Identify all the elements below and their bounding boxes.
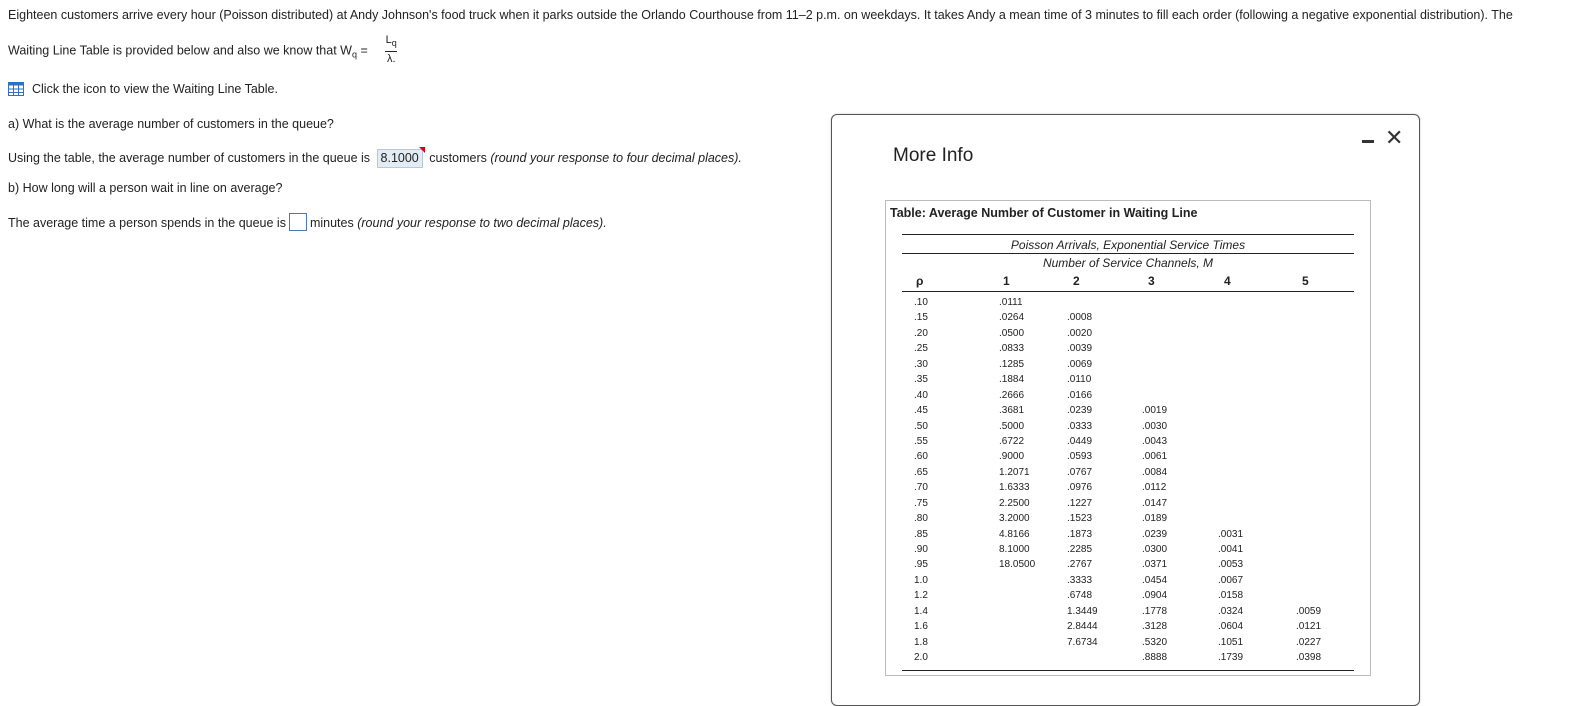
value-cell: .2666 [999, 389, 1025, 401]
rho-cell: .20 [914, 327, 928, 339]
rho-cell: .90 [914, 544, 928, 555]
rho-cell: .80 [914, 513, 928, 525]
answer-b-suffix: minutes [309, 216, 354, 230]
value-cell: 1.2071 [999, 466, 1030, 478]
table-row [902, 465, 1354, 480]
rho-cell: .15 [914, 312, 928, 324]
answer-a-suffix: customers [429, 151, 487, 165]
value-cell: .0189 [1142, 513, 1168, 525]
click-text: Click the icon to view the Waiting Line Table. [32, 82, 278, 96]
rho-cell: .65 [914, 466, 928, 478]
rho-cell: .60 [914, 451, 928, 463]
value-cell: 2.8444 [1067, 621, 1098, 633]
value-cell: .0593 [1067, 451, 1093, 463]
value-cell: .3333 [1067, 574, 1093, 586]
value-cell: .0300 [1142, 544, 1168, 555]
value-cell: .0069 [1067, 358, 1093, 370]
table-row [902, 326, 1354, 341]
question-b: b) How long will a person wait in line on average? [8, 181, 283, 195]
value-cell: .0031 [1218, 528, 1244, 540]
value-cell: .0158 [1218, 590, 1244, 602]
rho-cell: .85 [914, 528, 928, 540]
value-cell: .9000 [999, 451, 1025, 463]
rho-cell: .25 [914, 343, 928, 355]
value-cell: .1227 [1067, 497, 1093, 509]
rho-cell: .45 [914, 405, 928, 417]
value-cell: .0449 [1067, 435, 1093, 447]
table-row [902, 310, 1354, 325]
value-cell: 4.8166 [999, 528, 1030, 540]
wq-subscript: q [351, 49, 357, 60]
answer-a-prefix: Using the table, the average number of customers in the queue is [8, 151, 371, 165]
frac-numerator: L [385, 34, 392, 46]
value-cell: .1739 [1218, 652, 1244, 664]
wq-formula [371, 36, 405, 66]
rho-cell: .95 [914, 559, 928, 571]
value-cell: 1.3449 [1067, 605, 1098, 617]
table-row [902, 604, 1354, 619]
table-row [902, 434, 1354, 449]
value-cell: .0264 [999, 312, 1025, 324]
rho-cell: .30 [914, 358, 928, 370]
equals-sign: = [356, 43, 372, 58]
answer-a-hint: (round your response to four decimal places). [490, 151, 742, 165]
value-cell: .0059 [1296, 605, 1322, 617]
value-cell: 2.2500 [999, 497, 1030, 509]
modal-title: More Info [893, 145, 974, 166]
table-row [902, 403, 1354, 418]
answer-b-prefix: The average time a person spends in the queue is [8, 216, 286, 230]
rho-cell: 1.8 [914, 636, 928, 648]
rho-cell: .35 [914, 374, 928, 386]
table-row [902, 372, 1354, 387]
value-cell: .0019 [1142, 405, 1168, 417]
value-cell: .0067 [1218, 574, 1244, 586]
rho-cell: .50 [914, 420, 928, 432]
value-cell: .1873 [1067, 528, 1093, 540]
value-cell: .0833 [999, 343, 1025, 355]
table-row [902, 341, 1354, 356]
col-header: 4 [1224, 274, 1231, 288]
value-cell: .0904 [1142, 590, 1168, 602]
table-row [902, 496, 1354, 511]
table-row [902, 635, 1354, 650]
value-cell: .0039 [1067, 343, 1093, 355]
table-row [902, 573, 1354, 588]
table-row [902, 388, 1354, 403]
question-a: a) What is the average number of customers in the queue? [8, 117, 334, 131]
rho-cell: 1.0 [914, 574, 928, 586]
table-row [902, 527, 1354, 542]
value-cell: .0604 [1218, 621, 1244, 633]
table-header-1: Poisson Arrivals, Exponential Service Times [902, 234, 1354, 252]
incorrect-flag-icon [419, 147, 425, 153]
answer-a-line [8, 149, 742, 168]
table-row [902, 588, 1354, 603]
table-row [902, 357, 1354, 372]
table-row [902, 619, 1354, 634]
value-cell: .8888 [1142, 652, 1168, 664]
table-row [902, 650, 1354, 665]
frac-denominator: λ [386, 53, 393, 65]
value-cell: .0020 [1067, 327, 1093, 339]
value-cell: .1285 [999, 358, 1025, 370]
answer-a-input[interactable] [377, 149, 423, 168]
table-row [902, 511, 1354, 526]
table-row [902, 419, 1354, 434]
value-cell: .0454 [1142, 574, 1168, 586]
table-column-headers [902, 271, 1354, 292]
value-cell: .0227 [1296, 636, 1322, 648]
col-header: 3 [1148, 274, 1155, 288]
problem-statement [8, 6, 1578, 24]
problem-intro-2: Waiting Line Table is provided below and also we know that W [8, 43, 352, 58]
table-header-2: Number of Service Channels, M [902, 253, 1354, 270]
rho-cell: 1.6 [914, 621, 928, 633]
table-row [902, 295, 1354, 310]
rho-cell: .40 [914, 389, 928, 401]
value-cell: 18.0500 [999, 559, 1036, 571]
rho-cell: 1.4 [914, 605, 928, 617]
value-cell: .0147 [1142, 497, 1168, 509]
value-cell: .5000 [999, 420, 1025, 432]
rho-cell: 1.2 [914, 590, 928, 602]
value-cell: 8.1000 [999, 544, 1030, 555]
table-row [902, 557, 1354, 572]
col-header: 1 [1003, 274, 1010, 288]
more-info-modal [831, 114, 1420, 706]
value-cell: .0111 [999, 297, 1023, 308]
value-cell: .0112 [1142, 482, 1167, 494]
value-cell: .0166 [1067, 389, 1093, 401]
value-cell: .3681 [999, 405, 1025, 417]
value-cell: .0043 [1142, 435, 1168, 447]
col-header: 5 [1302, 274, 1309, 288]
value-cell: .0030 [1142, 420, 1168, 432]
formula-line [8, 36, 405, 66]
value-cell: 1.6333 [999, 482, 1030, 494]
table-body [902, 295, 1354, 666]
value-cell: .3128 [1142, 621, 1168, 633]
frac-num-sub: q [391, 38, 397, 48]
value-cell: .0333 [1067, 420, 1093, 432]
view-table-link[interactable] [8, 82, 278, 96]
rho-header: ρ [916, 274, 924, 288]
value-cell: .0371 [1142, 559, 1168, 571]
value-cell: .0121 [1296, 621, 1322, 633]
value-cell: .2285 [1067, 544, 1093, 555]
value-cell: .1884 [999, 374, 1025, 386]
value-cell: 3.2000 [999, 513, 1030, 525]
answer-b-hint: (round your response to two decimal places). [357, 216, 607, 230]
rho-cell: .55 [914, 435, 928, 447]
value-cell: .0239 [1142, 528, 1168, 540]
answer-a-value: 8.1000 [380, 151, 419, 165]
waiting-line-table [885, 200, 1371, 676]
value-cell: .1051 [1218, 636, 1244, 648]
table-row [902, 449, 1354, 464]
value-cell: .0061 [1142, 451, 1168, 463]
value-cell: .0976 [1067, 482, 1093, 494]
value-cell: 7.6734 [1067, 636, 1098, 648]
table-row [902, 480, 1354, 495]
rho-cell: .75 [914, 497, 928, 509]
value-cell: .6722 [999, 435, 1025, 447]
col-header: 2 [1073, 274, 1080, 288]
value-cell: .1778 [1142, 605, 1168, 617]
value-cell: .5320 [1142, 636, 1168, 648]
close-button[interactable]: ✕ [1385, 125, 1404, 150]
problem-intro: Eighteen customers arrive every hour (Poisson distributed) at Andy Johnson's food truck when it parks outside the Orlando Courthouse from 11–2 p.m. on weekdays. It takes Andy a mean time of 3 minutes to fill each order (following a negative exponential distribution). The [8, 8, 1513, 22]
value-cell: .0053 [1218, 559, 1244, 571]
value-cell: .0398 [1296, 652, 1322, 664]
table-caption: Table: Average Number of Customer in Waiting Line [890, 206, 1198, 220]
value-cell: .0500 [999, 327, 1025, 339]
value-cell: .6748 [1067, 590, 1093, 602]
rho-cell: .10 [914, 297, 928, 308]
value-cell: .2767 [1067, 559, 1093, 571]
formula-period: . [392, 53, 396, 65]
value-cell: .0767 [1067, 466, 1093, 478]
value-cell: .0324 [1218, 605, 1244, 617]
rho-cell: .70 [914, 482, 928, 494]
value-cell: .1523 [1067, 513, 1093, 525]
rho-cell: 2.0 [914, 652, 928, 664]
answer-b-input[interactable] [289, 213, 307, 231]
answer-b-line [8, 213, 607, 231]
minimize-button[interactable] [1362, 140, 1374, 143]
value-cell: .0041 [1218, 544, 1244, 555]
value-cell: .0008 [1067, 312, 1093, 324]
value-cell: .0084 [1142, 466, 1168, 478]
value-cell: .0110 [1067, 374, 1092, 386]
table-icon[interactable] [8, 82, 24, 96]
table-row [902, 542, 1354, 557]
value-cell: .0239 [1067, 405, 1093, 417]
